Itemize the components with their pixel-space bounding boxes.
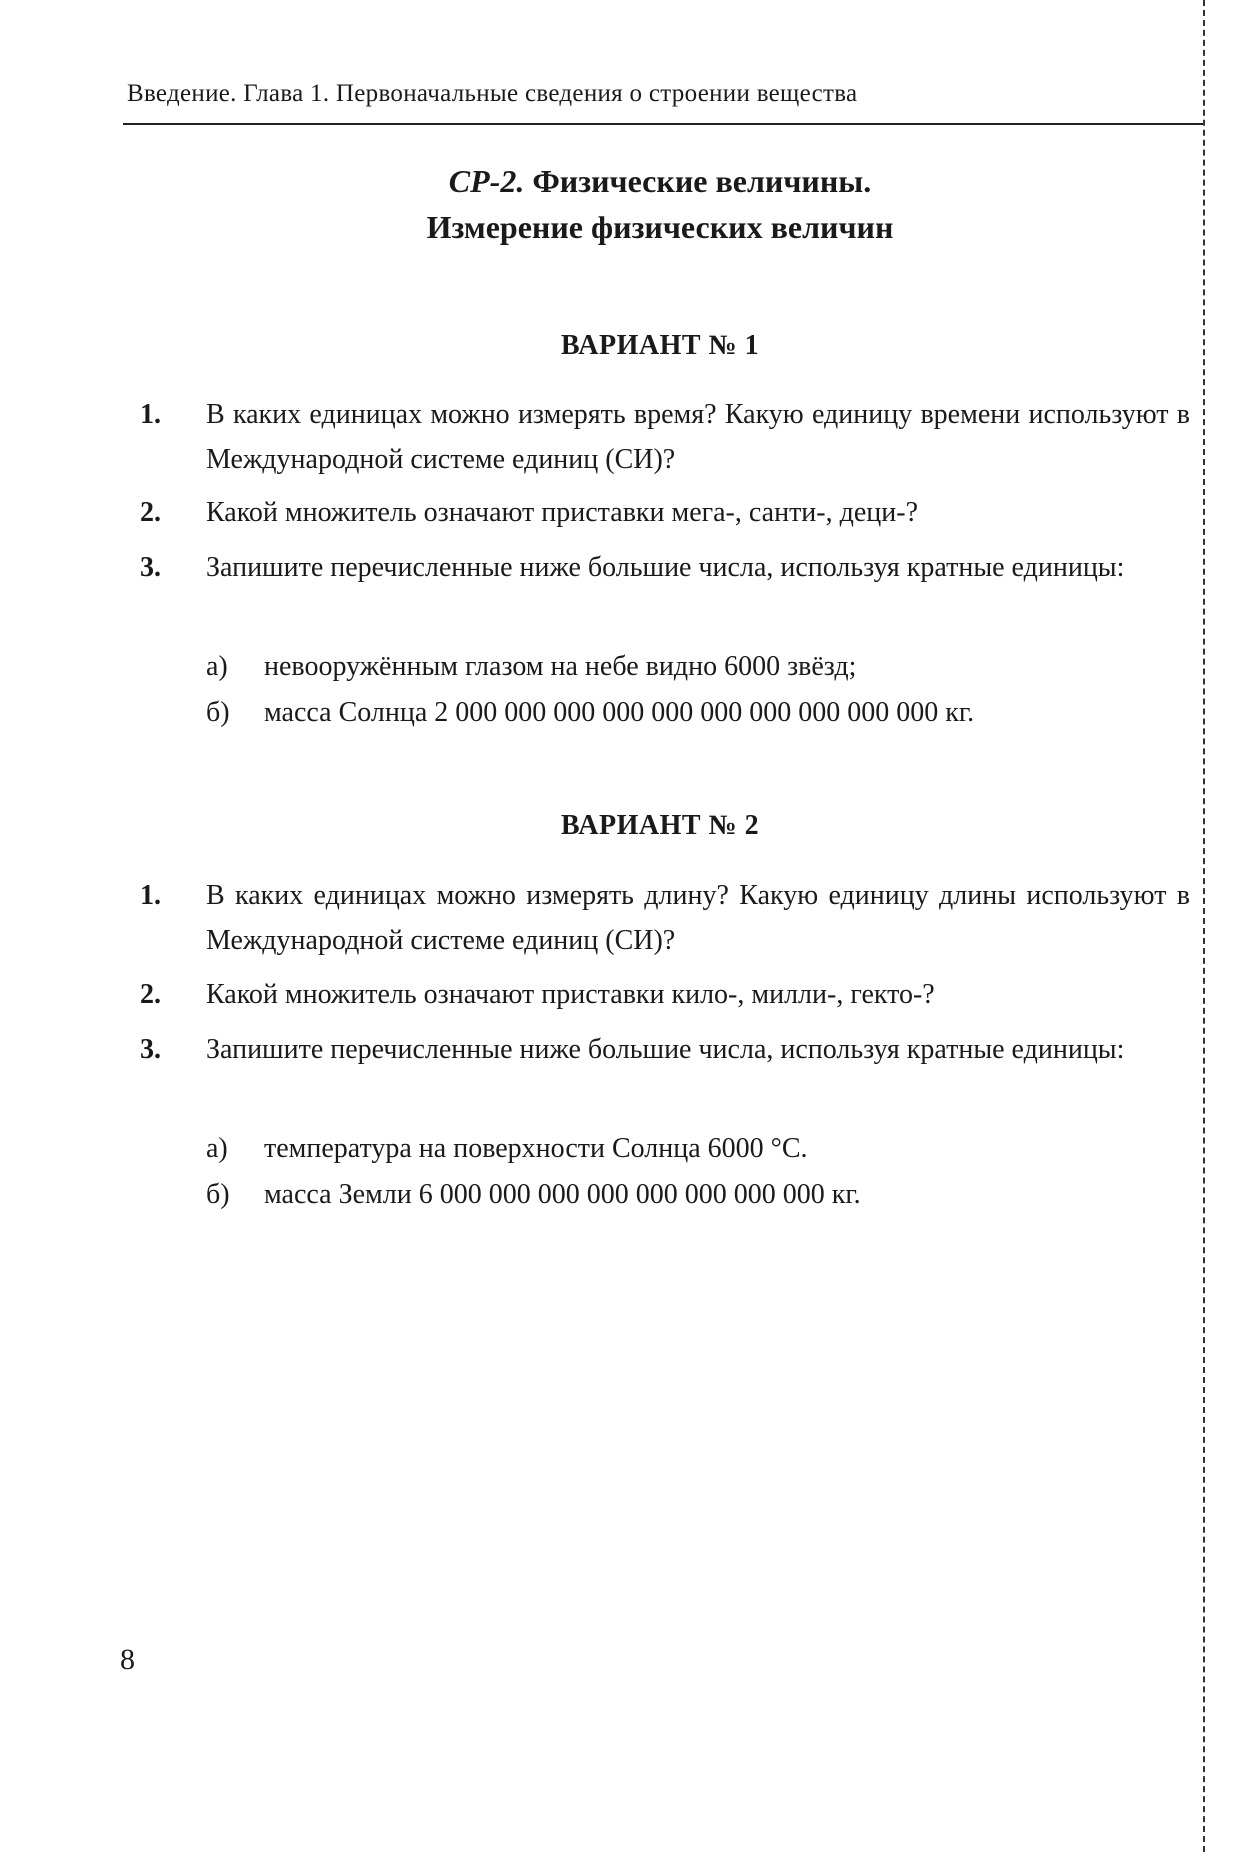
item-letter: б) <box>206 697 230 728</box>
section-code: СР-2. <box>448 163 525 199</box>
variant-2-question-2 <box>140 972 1190 1017</box>
variant-2-question-1 <box>140 873 1190 963</box>
item-letter: б) <box>206 1179 230 1210</box>
question-text: В каких единицах можно измерять время? Какую единицу времени используют в Международной системе единиц (СИ)? <box>206 399 1190 475</box>
variant-2-item-b <box>206 1172 1196 1217</box>
item-letter: а) <box>206 651 228 682</box>
cut-line <box>1203 0 1205 1852</box>
running-header: Введение. Глава 1. Первоначальные сведения о строении вещества <box>127 80 858 107</box>
item-letter: а) <box>206 1133 228 1164</box>
question-number: 1. <box>140 399 161 430</box>
question-text: Какой множитель означают приставки мега-, санти-, деци-? <box>206 497 919 528</box>
title-line-1: Физические величины. <box>532 163 872 199</box>
item-text: невооружённым глазом на небе видно 6000 звёзд; <box>264 651 857 682</box>
variant-1-question-2 <box>140 490 1190 535</box>
question-number: 2. <box>140 979 161 1010</box>
question-number: 2. <box>140 497 161 528</box>
section-title <box>0 158 1246 250</box>
variant-1-heading: ВАРИАНТ № 1 <box>560 330 760 361</box>
variant-2-item-a <box>206 1126 1196 1171</box>
question-text: Запишите перечисленные ниже большие числа, используя кратные единицы: <box>206 1034 1125 1065</box>
header-rule <box>123 123 1203 125</box>
question-text: Какой множитель означают приставки кило-, милли-, гекто-? <box>206 979 935 1010</box>
variant-1-question-3 <box>140 545 1190 590</box>
question-text: Запишите перечисленные ниже большие числа, используя кратные единицы: <box>206 552 1125 583</box>
variant-2-question-3 <box>140 1027 1190 1072</box>
question-number: 3. <box>140 1034 161 1065</box>
question-text: В каких единицах можно измерять длину? Какую единицу длины используют в Международной системе единиц (СИ)? <box>206 880 1190 956</box>
variant-1-question-1 <box>140 392 1190 482</box>
page-number: 8 <box>120 1643 135 1676</box>
item-text: температура на поверхности Солнца 6000 °С. <box>264 1133 808 1164</box>
question-number: 3. <box>140 552 161 583</box>
title-line-2: Измерение физических величин <box>426 209 894 245</box>
item-text: масса Солнца 2 000 000 000 000 000 000 000 000 000 000 кг. <box>264 697 975 728</box>
variant-1-item-a <box>206 644 1196 689</box>
variant-2-heading: ВАРИАНТ № 2 <box>560 810 760 841</box>
variant-1-item-b <box>206 690 1196 735</box>
question-number: 1. <box>140 880 161 911</box>
item-text: масса Земли 6 000 000 000 000 000 000 000 000 кг. <box>264 1179 861 1210</box>
